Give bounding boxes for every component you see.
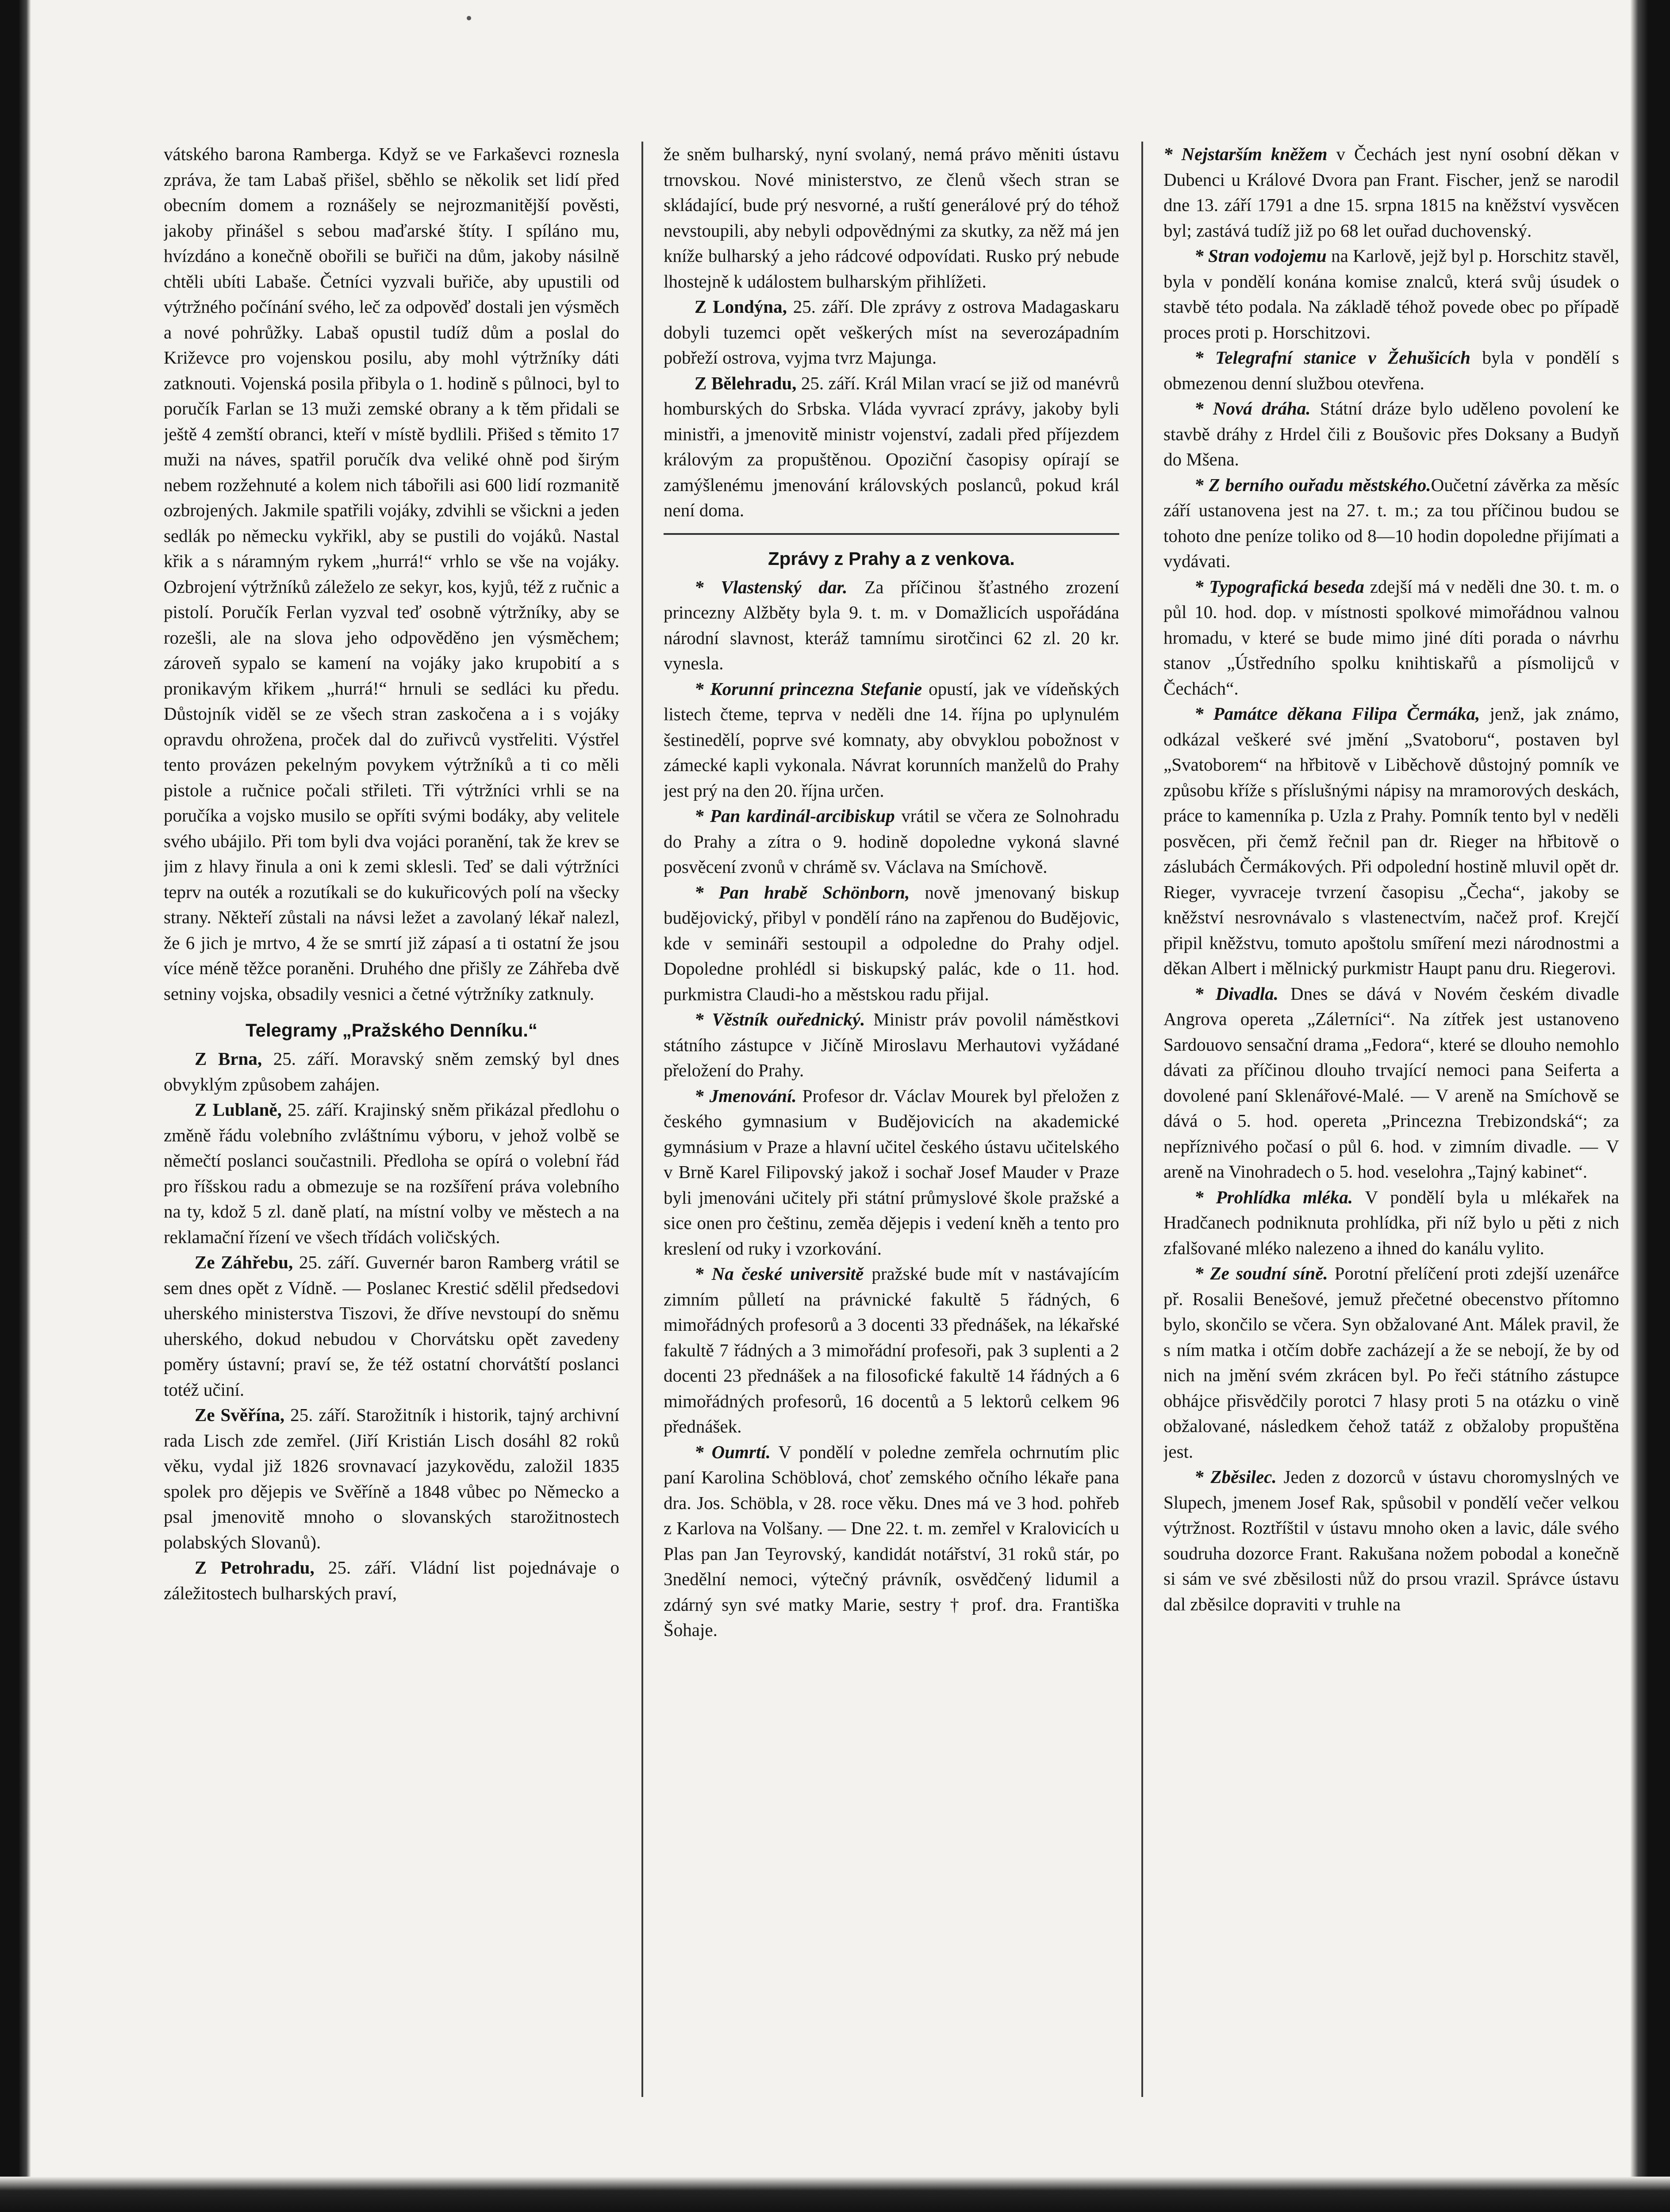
news-item <box>1163 396 1619 472</box>
dateline: Ze Záhřebu, <box>195 1252 293 1272</box>
scan-edge-right <box>1630 0 1670 2212</box>
item-heading: * Na české universitě <box>695 1263 864 1284</box>
body-text: Státní dráze bylo uděleno povolení ke stavbě dráhy z Hrdel čili z Boušovic přes Doksany a Budyň do Mšena. <box>1163 398 1619 469</box>
body-text: na Karlově, jejž byl p. Horschitz stavěl, byla v pondělí konána komise znalců, která svůj úsudek o stavbě této podala. Na základě téhož povede obec po případě proces proti p. Horschitzovi. <box>1163 246 1619 342</box>
news-paragraph <box>164 1250 619 1402</box>
news-item <box>1163 701 1619 981</box>
scan-edge-left <box>0 0 31 2212</box>
item-heading: * Telegrafní stanice v Žehušicích <box>1194 347 1470 368</box>
news-item <box>1163 142 1619 243</box>
ink-spot <box>467 16 471 20</box>
body-text: v Čechách jest nyní osobní děkan v Dubenci u Králové Dvora pan Frant. Fischer, jenž se narodil dne 13. září 1791 a dne 15. srpna 1815 na kněžství vysvěcen byl; zastává tudíž již po 68 let ouřad duchovenský. <box>1163 144 1619 241</box>
body-text: 25. září. Krajinský sněm přikázal předlohu o změně řádu volebního zvláštnímu výboru, v jehož volbě se němečtí poslanci součastnili. Předloha se opírá o volební řád pro říšskou radu a obmezuje se na rozšíření práva volebního na ty, kdož 5 zl. daně platí, na místní volby ve městech a na reklamační řízení ve všech třídách voličských. <box>164 1099 619 1247</box>
section-title: Telegramy „Pražského Denníku.“ <box>246 1020 537 1041</box>
news-item <box>1163 574 1619 702</box>
dateline: Z Lublaně, <box>195 1099 282 1120</box>
news-paragraph <box>164 142 619 1006</box>
body-text: 25. září. Guvernér baron Ramberg vrátil se sem dnes opět z Vídně. — Poslanec Krestić sdělil předsedovi uherského ministerstva Tiszovi, že dříve nevstoupí do sněmu uherského, dokud nebudou v Chorvátsku opět zavedeny poměry ústavní; praví se, že též ostatní chorvátští poslanci totéž učiní. <box>164 1252 619 1400</box>
body-text: 25. září. Dle zprávy z ostrova Madagaskaru dobyli tuzemci opět veškerých míst na severozápadním pobřeží ostrova, vyjma tvrz Majunga. <box>664 296 1119 368</box>
body-text: jenž, jak známo, odkázal veškeré své jmění „Svatoboru“, postaven byl „Svatoborem“ na hřbitově v Liběchově důstojný pomník ve způsobu kříže s příslušnými nápisy na mramorových deskách, práce to kamenníka p. Uzla z Prahy. Pomník tento byl v neděli posvěcen, při čemž řečnil pan dr. Rieger na hřbitově o záslubách Čermákových. Při odpolední hostině mluvil opět dr. Rieger, vyvraceje tvrzení časopisu „Čecha“, jakoby se kněžství nesrovnávalo s vlastenectvím, načež prof. Krejčí připil kněžstvu, tomuto apoštolu smíření mezi národnostmi a děkan Albert i mělnický purkmistr Haupt panu dru. Riegerovi. <box>1163 703 1619 978</box>
item-heading: * Stran vodojemu <box>1194 246 1327 266</box>
news-paragraph <box>664 294 1119 371</box>
body-text: že sněm bulharský, nyní svolaný, nemá právo měniti ústavu trnovskou. Nové ministerstvo, ze členů všech stran se skládající, bude prý nesvorné, a ruští generálové prý do téhož nevstoupili, aby nebyli odpovědnými za skutky, za něž má jen kníže bulharský a jeho rádcové odpovídati. Rusko prý nebude lhostejně k událostem bulharským přihlížeti. <box>664 144 1119 292</box>
item-heading: * Pan kardinál-arcibiskup <box>695 806 895 826</box>
column-1 <box>164 142 619 2097</box>
item-heading: * Korunní princezna Stefanie <box>695 678 922 699</box>
section-title: Zprávy z Prahy a z venkova. <box>768 548 1015 569</box>
item-heading: * Z berního ouřadu městského. <box>1194 474 1431 495</box>
item-heading: * Typografická beseda <box>1194 576 1364 597</box>
body-text: 25. září. Vládní list pojednávaje o záležitostech bulharských praví, <box>164 1557 619 1603</box>
news-item <box>664 676 1119 804</box>
body-text: V pondělí v poledne zemřela ochrnutím plic paní Karolina Schöblová, choť zemského očního lékaře pana dra. Jos. Schöbla, v 28. roce věku. Dnes má ve 3 hod. pohřeb z Karlova na Volšany. — Dne 22. t. m. zemřel v Kralovicích u Plas pan Jan Teyrovský, kandidát notářství, 31 roků stár, po 3nedělní nemoci, výtečný právník, osvědčený lidumil a zdárný syn své matky Marie, sestry † prof. dra. Františka Šohaje. <box>664 1441 1119 1640</box>
newspaper-page <box>164 142 1632 2097</box>
dateline: Z Brna, <box>195 1048 262 1069</box>
body-text: Za příčinou šťastného zrození princezny Alžběty byla 9. t. m. v Domažlicích uspořádána národní slavnost, kteráž tamnímu sirotčinci 62 zl. 20 kr. vynesla. <box>664 576 1119 673</box>
news-paragraph <box>164 1097 619 1250</box>
body-text: Jeden z dozorců v ústavu choromyslných ve Slupech, jmenem Josef Rak, spůsobil v pondělí večer velkou výtržnost. Roztříštil v ústavu mnoho oken a lavic, dále svého soudruha dozorce Frant. Rakušana nožem pobodal a konečně si sám ve své zběsilosti nůž do prsou vrazil. Správce ústavu dal zběsilce dopraviti v truhle na <box>1163 1467 1619 1614</box>
body-text: Dnes se dává v Novém českém divadle Angrova opereta „Zálетníci“. Na zítřek jest ustanoveno Sardouovo sensační drama „Fedora“, které se dlouho nemohlo dávati za příčinou dlouho trvající nemoci pana Seiferta a dovolené paní Sklenářové-Malé. — V areně na Smíchově se dává o 5. hod. opereta „Princezna Trebizondská“; za nepříznivého počasí o půl 6. hod. v zimním divadle. — V areně na Vinohradech o 5. hod. veselohra „Tajný kabinet“. <box>1163 983 1619 1182</box>
news-item <box>1163 1464 1619 1617</box>
column-rule-1 <box>641 142 643 2097</box>
news-item <box>1163 472 1619 574</box>
column-2 <box>664 142 1119 2097</box>
column-3 <box>1163 142 1619 2097</box>
item-heading: * Nejstarším kněžem <box>1163 144 1328 164</box>
body-text: opustí, jak ve vídeňských listech čteme, teprva v neděli dne 14. října po uplynulém šestinedělí, poprve své komnaty, aby obvyklou pobožnost v zámecké kapli vykonala. Návrat korunních manželů do Prahy jest prý na den 20. října určen. <box>664 678 1119 801</box>
body-text: 25. září. Moravský sněm zemský byl dnes obvyklým způsobem zahájen. <box>164 1048 619 1094</box>
item-heading: * Nová dráha. <box>1194 398 1311 419</box>
item-heading: * Vlastenský dar. <box>695 576 848 597</box>
item-heading: * Prohlídka mléka. <box>1194 1187 1353 1207</box>
body-text: vátského barona Ramberga. Když se ve Farkaševci roznesla zpráva, že tam Labaš přišel, sběhlo se několik set lidí před obecním domem a roznášely se nejrozmanitější pověsti, jakoby přinášel s sebou maďarské štíty. I spíláno mu, hvízdáno a konečně obořili se buřiči na dům, jakoby násilně chtěli ubíti Labaše. Četníci vyzvali buřiče, aby upustili od výtržného počínání svého, leč za odpověď dostali jen výsměch a nové pohrůžky. Labaš opustil tudíž dům a poslal do Križevce pro vojenskou posilu, aby mohl výtržníky dáti zatknouti. Vojenská posila přibyla o 1. hodině s půlnoci, byl to poručík Farlan se 13 muži zemské obrany a k těm přidali se ještě 4 zemští obranci, kteří v místě bydlili. Přišed s těmito 17 muži na náves, spatřil poručík dva veliké ohně pod širým nebem rozžehnuté a kolem nich tábořili asi 600 lidí rozmanitě ozbrojených. Jakmile spatřili vojáky, zdvihli se všickni a jeden sedlák po německu vykřikl, aby se pustili do vojáků. Nastal křik a s náramným rykem „hurrá!“ vrhlo se vše na vojáky. Ozbrojení výtržníků záleželo ze sekyr, kos, kyjů, též z ručnic a pistolí. Poručík Ferlan vyzval teď osobně výtržníky, aby se rozešli, ale na slova jeho odpověděno jen výsměchem; zároveň sypalo se kamení na vojáky jako krupobití a s pronikavým křikem „hurrá!“ hrnuli se sedláci ku předu. Důstojník viděl se ze všech stran zaskočena a i s vojáky opravdu ohrožena, proček dal do zuřivců vystřeliti. Výstřel tento provázen pekelným povykem výtržníků a ti co měli pistole a ručnice počali střileti. Tři výtržníci vrhli se na poručíka a vojsko musilo se opříti svými bodáky, aby velitele svého ubájilo. Při tom byli dva vojáci poranění, tak že krev se jim z hlavy řinula a oni k zemi sklesli. Teď se dali výtržníci teprv na outék a rozutíkali se do kukuřicových polí na všecky strany. Někteří zůstali na návsi ležet a zavolaný lékař nalezl, že 6 jich je mrtvo, 4 že se smrtí již zápasí a ti ostatní že jsou více méně těžce poraněni. Druhého dne přišly ze Záhřeba dvě setniny vojska, obsadily vesnici a četné výtržníky zatknuly. <box>164 144 619 1004</box>
section-divider <box>664 533 1119 535</box>
news-item <box>1163 243 1619 345</box>
news-item <box>664 880 1119 1007</box>
news-paragraph <box>664 371 1119 523</box>
body-text: nově jmenovaný biskup budějovický, přibyl v pondělí ráno na zapřenou do Budějovic, kde v semináři sestoupil a odpoledne do Prahy odjel. Dopoledne prohlédl si biskupský palác, kde o 11. hod. purkmistra Claudi-ho a městskou radu přijal. <box>664 882 1119 1004</box>
scan-edge-bottom <box>0 2177 1670 2212</box>
item-heading: * Ze soudní síně. <box>1194 1263 1328 1283</box>
news-paragraph <box>664 142 1119 294</box>
dateline: Z Londýna, <box>695 296 787 317</box>
body-text: Profesor dr. Václav Mourek byl přeložen z českého gymnasium v Budějovicích na akademické gymnásium v Praze a hlavní učitel českého ústavu učitelského v Brně Karel Filipovský jakož i sochař Josef Mauder v Praze byli jmenováni učitely při státní průmyslové škole pražské a sice onen pro češtinu, zeměa dějepis i vedení kněh a tento pro kreslení od ruky i vzorkování. <box>664 1085 1119 1259</box>
item-heading: * Věstník ouřednický. <box>695 1009 865 1029</box>
body-text: Porotní přelíčení proti zdejší uzenářce př. Rosalii Benešové, jemuž přečetné obecenstvo přítomno bylo, skončilo se včera. Syn obžalované Ant. Málek pravil, že s ním matka i otčím dobře zacházejí a že se nebojí, že by od nich na jmění svém zkrácen byl. Po řeči státního zástupce obhájce přisvědčily porotci 7 hlasy proti 5 na otázku o vině obžalované, následkem čehož tatáž z obžaloby propuštěna jest. <box>1163 1263 1619 1462</box>
news-item <box>664 575 1119 676</box>
item-heading: * Oumrtí. <box>695 1441 771 1462</box>
body-text: Ministr práv povolil náměstkovi státního zástupce v Jičíně Miroslavu Merhautovi vyžádané přeložení do Prahy. <box>664 1009 1119 1080</box>
body-text: V pondělí byla u mlékařek na Hradčanech podniknuta prohlídka, při níž bylo u pěti z nich zfalšované mléko nalezeno a ihned do kanálu vylito. <box>1163 1187 1619 1258</box>
news-item <box>664 1440 1119 1643</box>
news-paragraph <box>164 1402 619 1555</box>
news-item <box>664 1007 1119 1083</box>
news-item <box>664 1261 1119 1440</box>
item-heading: * Pan hrabě Schönborn, <box>695 882 910 902</box>
item-heading: * Divadla. <box>1194 983 1278 1004</box>
dateline: Z Bělehradu, <box>695 373 797 393</box>
body-text: pražské bude mít v nastávajícím zimním půlletí na právnické fakultě 5 řádných, 6 mimořádných profesorů a 3 docenti 33 přednášek, na lékařské fakultě 7 řádných a 3 mimořádní profesoři, pak 3 suplenti a 2 docenti 23 přednášek a na filosofické fakultě 14 řádných a 6 mimořádných profesorů, 16 docentů a 5 lektorů celkem 96 přednášek. <box>664 1263 1119 1436</box>
news-item <box>664 803 1119 880</box>
news-item <box>664 1083 1119 1262</box>
news-paragraph <box>164 1555 619 1606</box>
news-item <box>1163 1261 1619 1464</box>
item-heading: * Jmenování. <box>695 1085 797 1106</box>
item-heading: * Památce děkana Filipa Čermáka, <box>1194 703 1480 724</box>
body-text: Oučetní závěrka za měsíc září ustanovena jest na 27. t. m.; za tou příčinou budou se tohoto dne peníze toliko od 8—10 hodin dopoledne přijímati a vydávati. <box>1163 474 1619 571</box>
news-item <box>1163 345 1619 396</box>
news-paragraph <box>164 1046 619 1097</box>
body-text: vrátil se včera ze Solnohradu do Prahy a zítra o 9. hodině dopoledne vykoná slavné posvěcení zvonů v chrámě sv. Václava na Smíchově. <box>664 806 1119 877</box>
item-heading: * Zběsilec. <box>1194 1467 1277 1487</box>
body-text: 25. září. Král Milan vrací se již od manévrů homburských do Srbska. Vláda vyvrací zprávy, jakoby byli ministři, a jmenovitě ministr vojenství, zadali před příjezdem královým za propuštěnou. Opoziční časopisy opírají se zamýšlenému jmenování královských poslanců, pokud král není doma. <box>664 373 1119 520</box>
news-item <box>1163 981 1619 1185</box>
column-rule-2 <box>1141 142 1143 2097</box>
dateline: Ze Svěřína, <box>195 1405 285 1425</box>
body-text: byla v pondělí s obmezenou denní službou otevřena. <box>1163 347 1619 393</box>
news-item <box>1163 1185 1619 1261</box>
dateline: Z Petrohradu, <box>195 1557 315 1578</box>
body-text: 25. září. Starožitník i historik, tajný archivní rada Lisch zde zemřel. (Jiří Kristián Lisch dosáhl 82 roků věku, vydal již 1826 srovnavací jazykovědu, založil 1835 spolek pro dějepis ve Svěříně a 1848 vůbec po Německo a psal jmenovitě mnoho o slovanských starožitnostech polabských Slovanů). <box>164 1405 619 1552</box>
body-text: zdejší má v neděli dne 30. t. m. o půl 10. hod. dop. v místnosti spolkové mimořádnou valnou hromadu, v které se bude mimo jiné díti porada o návrhu stanov „Ústředního spolku knihtiskařů a písmolijců v Čechách“. <box>1163 576 1619 699</box>
